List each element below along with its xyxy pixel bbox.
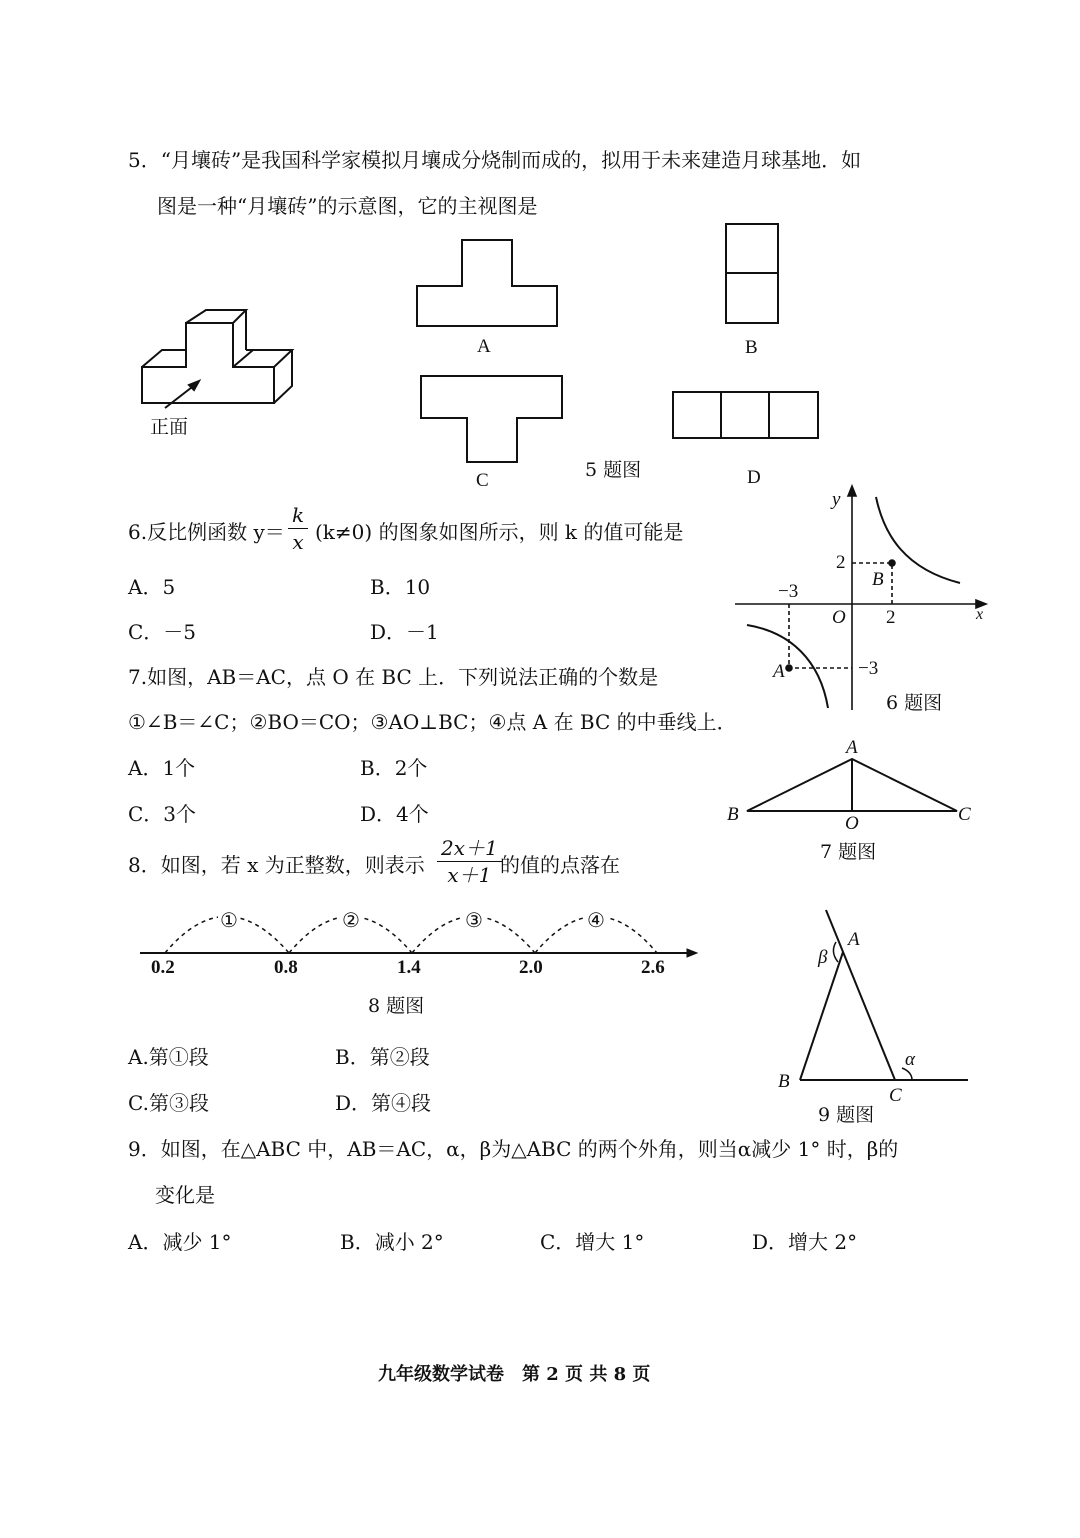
q6-tick-yneg3: −3	[858, 658, 879, 679]
q8-prefix: 8．如图，若 x 为正整数，则表示	[128, 853, 425, 877]
option-c-label: C	[476, 470, 489, 491]
q8-segment-4: ④	[587, 908, 605, 932]
q5-text-line2: 图是一种“月壤砖”的示意图，它的主视图是	[157, 194, 538, 218]
point-a-dot	[786, 665, 792, 671]
brick-top2	[186, 310, 246, 323]
q8-frac-den: x＋1	[447, 863, 492, 887]
q8-tick-2: 1.4	[397, 957, 421, 978]
option-d-shape	[673, 392, 818, 438]
q8-tick-1: 0.8	[274, 957, 298, 978]
q9-point-a: A	[848, 929, 860, 950]
q6-y-label: y	[832, 489, 841, 510]
q6-tick-y2: 2	[836, 552, 846, 573]
brick-solid	[142, 323, 274, 403]
q7-option-d: D．4个	[360, 802, 429, 826]
option-b-label: B	[745, 337, 758, 358]
q7-text-line2: ①∠B＝∠C；②BO＝CO；③AO⊥BC；④点 A 在 BC 的中垂线上．	[128, 710, 737, 734]
q9-option-b: B．减小 2°	[340, 1230, 444, 1254]
q8-tick-0: 0.2	[151, 957, 175, 978]
option-c-shape	[421, 376, 562, 462]
q8-suffix: 的值的点落在	[500, 853, 620, 877]
q7-point-c: C	[958, 804, 971, 825]
q6-frac-den: x	[292, 530, 304, 554]
q9-option-d: D．增大 2°	[752, 1230, 858, 1254]
page-footer: 九年级数学试卷 第 2 页 共 8 页	[378, 1364, 651, 1385]
point-b-dot	[889, 560, 895, 566]
q9-figure	[800, 910, 968, 1080]
q8-tick-3: 2.0	[519, 957, 543, 978]
q9-beta: β	[818, 947, 828, 968]
q6-fraction	[288, 505, 308, 552]
option-a-shape	[417, 240, 557, 326]
q8-frac-num: 2x＋1	[437, 838, 502, 862]
q7-point-b: B	[727, 804, 739, 825]
q6-option-c: C．－5	[128, 620, 197, 644]
line-through-a-c	[826, 910, 895, 1080]
q6-tick-xneg3: −3	[778, 581, 799, 602]
q7-option-a: A．1个	[128, 756, 196, 780]
q8-option-a: A.第①段	[128, 1045, 209, 1069]
q7-option-c: C．3个	[128, 802, 197, 826]
q8-segment-3: ③	[465, 908, 483, 932]
q9-text-line2: 变化是	[155, 1183, 215, 1207]
q6-frac-num: k	[288, 505, 308, 529]
q7-point-o: O	[845, 813, 859, 834]
q6-suffix: (k≠0) 的图象如图所示，则 k 的值可能是	[315, 520, 684, 544]
q8-fraction	[437, 838, 502, 885]
q9-point-c: C	[889, 1085, 902, 1106]
y-axis-arrow	[848, 486, 856, 496]
q6-x-label: x	[976, 606, 984, 623]
q6-option-d: D．－1	[370, 620, 439, 644]
q7-text-line1: 7.如图，AB＝AC，点 O 在 BC 上．下列说法正确的个数是	[128, 665, 659, 689]
curve-q1	[876, 497, 960, 583]
q7-option-b: B．2个	[360, 756, 428, 780]
q6-option-a: A．5	[128, 575, 176, 599]
number-axis-arrow	[687, 949, 697, 957]
q7-point-a: A	[846, 737, 858, 758]
q9-option-a: A．减少 1°	[128, 1230, 232, 1254]
q7-figure	[747, 759, 957, 811]
beta-arc	[833, 942, 838, 962]
q8-option-d: D．第④段	[335, 1091, 432, 1115]
q5-text-line1: 5．“月壤砖”是我国科学家模拟月壤成分烧制而成的，拟用于未来建造月球基地．如	[128, 148, 862, 172]
q8-segment-1: ①	[220, 908, 238, 932]
q9-alpha: α	[905, 1049, 915, 1070]
q8-figure-caption: 8 题图	[368, 995, 425, 1017]
q8-tick-4: 2.6	[641, 957, 665, 978]
q9-figure-caption: 9 题图	[818, 1104, 875, 1126]
brick-right	[233, 350, 292, 367]
q9-option-c: C．增大 1°	[540, 1230, 645, 1254]
q9-text-line1: 9．如图，在△ABC 中，AB＝AC，α，β为△ABC 的两个外角，则当α减少 1° 时，β的	[128, 1137, 899, 1161]
q7-figure-caption: 7 题图	[820, 841, 877, 863]
option-a-label: A	[477, 336, 491, 357]
segment-ab	[800, 952, 843, 1080]
q6-option-b: B．10	[370, 575, 431, 599]
q9-point-b: B	[778, 1071, 790, 1092]
q5-figure-caption: 5 题图	[585, 459, 642, 481]
q8-segment-2: ②	[342, 908, 360, 932]
brick-top	[142, 350, 186, 367]
q8-option-b: B．第②段	[335, 1045, 430, 1069]
q6-tick-x2: 2	[886, 607, 896, 628]
q6-point-a-label: A	[773, 661, 785, 682]
q6-point-b-label: B	[872, 569, 884, 590]
q6-figure-caption: 6 题图	[886, 692, 943, 714]
q6-prefix: 6.反比例函数 y＝	[128, 520, 285, 544]
option-d-label: D	[747, 467, 761, 488]
front-label: 正面	[150, 416, 189, 438]
q8-option-c: C.第③段	[128, 1091, 209, 1115]
q6-origin-label: O	[832, 607, 846, 628]
